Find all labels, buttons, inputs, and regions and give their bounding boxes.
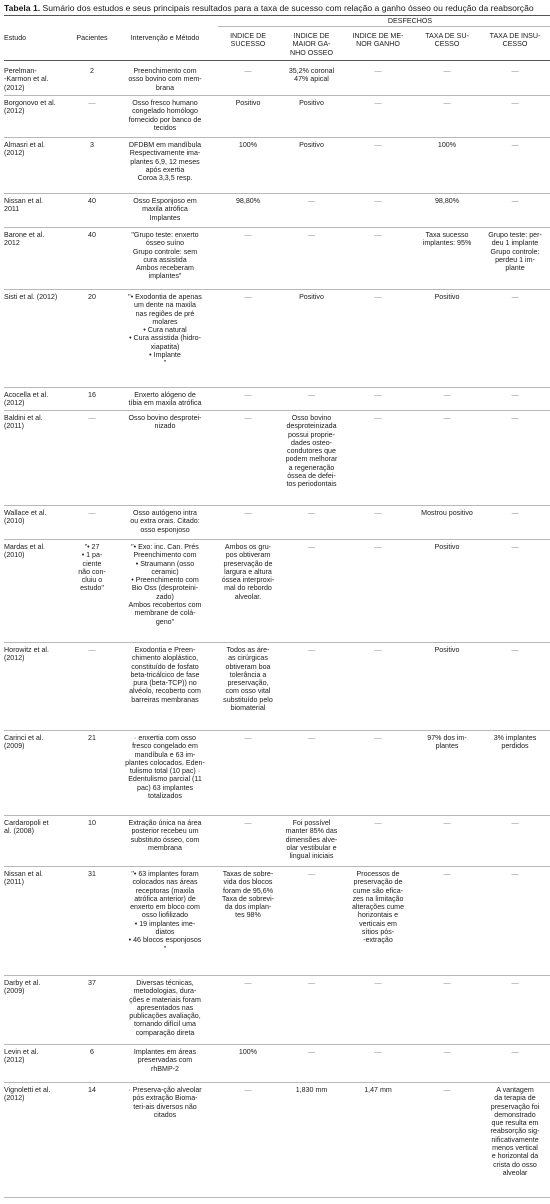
table-cell-r9-col-estudo: Wallace et al. (2010) [4,509,47,526]
table-cell-r15-col-indice-sucesso: — [244,979,252,987]
table-cell-r3-col-taxa-sucesso: 100% [437,141,457,149]
table-cell-r2-col-menor-ganho: — [374,99,382,107]
table-cell-r15-col-pacientes: 37 [88,979,96,987]
table-cell-r2-col-estudo: Borgonovo et al. (2012) [4,99,56,116]
table-cell-r11-col-estudo: Horowitz et al. (2012) [4,646,49,663]
table-cell-r13-col-intervencao: Extração única na área posterior recebeu um substituto ósseo, com membrana [128,819,202,852]
table-cell-r7-col-intervencao: Enxerto alógeno de tíbia em maxila atrófica [128,391,202,408]
table-cell-r14-col-indice-sucesso: Taxas de sobre- vida dos blocos foram de 95,6% Taxa de sobrevi- da dos implan- tes 98% [221,870,275,920]
header-col-menor-ganho: INDICE DE ME- NOR GANHO [352,32,404,49]
table-cell-r6-col-indice-sucesso: — [244,293,252,301]
table-cell-r12-col-menor-ganho: — [374,734,382,742]
table-cell-r3-col-pacientes: 3 [90,141,94,149]
row-divider [4,387,550,388]
row-divider [4,539,550,540]
table-cell-r3-col-taxa-insucesso: — [511,141,519,149]
table-cell-r15-col-estudo: Darby et al. (2009) [4,979,41,996]
table-cell-r3-col-maior-ganho: Positivo [299,141,324,149]
table-cell-r8-col-maior-ganho: Osso bovino desproteinizada possui proprie- dades osteo- condutores que podem melhorar a regeneração óssea de defei- tos periodontais [285,414,338,489]
row-divider [4,289,550,290]
header-col-pacientes: Pacientes [76,34,108,42]
table-cell-r11-col-menor-ganho: — [374,646,382,654]
row-divider [4,730,550,731]
table-cell-r17-col-maior-ganho: 1,830 mm [295,1086,328,1094]
table-cell-r11-col-pacientes: — [88,646,96,654]
row-divider [4,642,550,643]
table-cell-r9-col-taxa-sucesso: Mostrou positivo [421,509,473,517]
table-cell-r8-col-pacientes: — [88,414,96,422]
table-cell-r14-col-maior-ganho: — [307,870,316,878]
table-cell-r4-col-indice-sucesso: 98,80% [235,197,261,205]
row-divider [4,193,550,194]
table-cell-r11-col-indice-sucesso: Todos as áre- as cirúrgicas obtiveram boa tolerância a preservação, com osso vital substituído pelo biomaterial [223,646,273,713]
table-cell-r13-col-estudo: Cardaropoli et al. (2008) [4,819,49,836]
table-cell-r1-col-maior-ganho: 35,2% coronal 47% apical [288,67,335,84]
row-divider [4,815,550,816]
table-cell-r6-col-maior-ganho: Positivo [299,293,324,301]
table-cell-r3-col-indice-sucesso: 100% [238,141,258,149]
table-cell-r9-col-intervencao: Osso autógeno intra ou extra orais. Citado: osso esponjoso [130,509,200,534]
table-cell-r9-col-maior-ganho: — [307,509,316,517]
table-cell-r13-col-taxa-insucesso: — [511,819,519,827]
table-cell-r14-col-menor-ganho: Processos de preservação de cume são efica- zes na limitação alterações cume horizontais e verticais em sítios pós- -extração [351,870,405,945]
table-cell-r9-col-menor-ganho: — [374,509,382,517]
table-cell-r4-col-menor-ganho: — [374,197,382,205]
table-cell-r5-col-estudo: Barone et al. 2012 [4,231,45,248]
table-cell-r12-col-pacientes: 21 [88,734,96,742]
header-col-estudo: Estudo [4,34,27,42]
table-cell-r16-col-estudo: Levin et al. (2012) [4,1048,39,1065]
table-cell-r12-col-taxa-sucesso: 97% dos im- plantes [427,734,467,751]
table-cell-r10-col-indice-sucesso: Ambos os gru- pos obtiveram preservação de largura e altura óssea interproxi- mal do rebordo alveolar. [221,543,275,601]
table-cell-r4-col-maior-ganho: — [307,197,316,205]
table-cell-r10-col-maior-ganho: — [307,543,316,551]
table-cell-r5-col-taxa-insucesso: Grupo teste: per- deu 1 implante Grupo controle: perdeu 1 im- plante [488,231,542,273]
table-cell-r5-col-menor-ganho: — [374,231,382,239]
table-cell-r7-col-estudo: Acocella et al. (2012) [4,391,49,408]
row-divider [4,95,550,96]
header-col-intervencao: Intervenção e Método [130,34,200,42]
table-cell-r10-col-pacientes: "• 27 • 1 pa- ciente não con- cluiu o estudo" [78,543,106,593]
table-caption-label: Tabela 1. [4,3,41,13]
table-cell-r8-col-intervencao: Osso bovino desprotei- nizado [128,414,202,431]
table-caption [4,3,550,14]
table-cell-r3-col-intervencao: DFDBM em mandíbula Respectivamente ima- plantes 6,9, 12 meses após exertia Coroa 3,3,5 resp. [128,141,202,183]
table-cell-r16-col-pacientes: 6 [90,1048,94,1056]
table-cell-r10-col-intervencao: "• Exo: inc. Can. Prés Preenchimento com • Straumann (osso ceramic) • Preenchimento com Bio Oss (desproteini- zado) Ambos recobertos com membrane de colá- geno" [128,543,202,626]
table-cell-r17-col-indice-sucesso: — [244,1086,252,1094]
table-cell-r1-col-indice-sucesso: — [244,67,252,75]
table-cell-r14-col-taxa-sucesso: — [443,870,451,878]
table-cell-r7-col-taxa-insucesso: — [511,391,519,399]
table-cell-r13-col-maior-ganho: Foi possível manter 85% das dimensões alve- olar vestibular e lingual iniciais [285,819,338,861]
table-cell-r4-col-pacientes: 40 [88,197,96,205]
table-cell-r7-col-taxa-sucesso: — [443,391,451,399]
table-cell-r10-col-menor-ganho: — [374,543,382,551]
table-cell-r15-col-intervencao: Diversas técnicas, metodologias, dura- ções e materiais foram apresentados nas publicações avaliação, tornando difícil uma comparação direta [129,979,201,1037]
table-cell-r7-col-maior-ganho: — [307,391,316,399]
row-divider [4,1044,550,1045]
row-divider [4,137,550,138]
table-cell-r12-col-indice-sucesso: — [244,734,252,742]
table-cell-r15-col-taxa-insucesso: — [511,979,519,987]
table-cell-r8-col-menor-ganho: — [374,414,382,422]
table-cell-r5-col-indice-sucesso: — [244,231,252,239]
table-cell-r16-col-menor-ganho: — [374,1048,382,1056]
table-cell-r2-col-taxa-sucesso: — [443,99,451,107]
row-divider [4,975,550,976]
table-cell-r1-col-menor-ganho: — [374,67,382,75]
table-cell-r17-col-pacientes: 14 [88,1086,96,1094]
table-cell-r14-col-intervencao: "• 63 implantes foram colocados nas áreas receptoras (maxila atrófica anterior) de enxerto em bloco com osso liofilizado • 19 implantes ime- diatos • 46 blocos esponjosos " [128,870,202,953]
table-cell-r14-col-estudo: Nissan et al. (2011) [4,870,44,887]
table-cell-r2-col-intervencao: Osso fresco humano congelado homólogo fornecido por banco de tecidos [128,99,202,132]
table-cell-r9-col-taxa-insucesso: — [511,509,519,517]
table-cell-r13-col-pacientes: 10 [88,819,96,827]
table-cell-r12-col-estudo: Carinci et al. (2009) [4,734,44,751]
row-divider [4,1197,550,1198]
table-top-rule [4,15,550,16]
table-cell-r7-col-menor-ganho: — [374,391,382,399]
table-cell-r9-col-pacientes: — [88,509,96,517]
table-cell-r10-col-taxa-insucesso: — [511,543,519,551]
table-cell-r17-col-taxa-insucesso: A vantagem da terapia de preservação foi demonstrado que resulta em reabsorção sig- nificativamente menos vertical e horizontal da crista do osso alveolar [490,1086,540,1177]
table-cell-r14-col-pacientes: 31 [88,870,96,878]
table-cell-r16-col-intervencao: Implantes em áreas preservadas com rhBMP-2 [133,1048,197,1073]
table-cell-r6-col-menor-ganho: — [374,293,382,301]
table-cell-r16-col-indice-sucesso: 100% [238,1048,258,1056]
table-cell-r13-col-taxa-sucesso: — [443,819,451,827]
table-cell-r13-col-menor-ganho: — [374,819,382,827]
table-cell-r4-col-taxa-sucesso: 98,80% [434,197,460,205]
table-cell-r6-col-pacientes: 20 [88,293,96,301]
row-divider [4,505,550,506]
row-divider [4,1082,550,1083]
table-cell-r6-col-estudo: Sisti et al. (2012) [4,293,58,301]
table-cell-r15-col-menor-ganho: — [374,979,382,987]
table-cell-r1-col-taxa-sucesso: — [443,67,451,75]
table-cell-r1-col-estudo: Perelman- -Karmon et al. (2012) [4,67,49,92]
table-cell-r6-col-taxa-sucesso: Positivo [434,293,460,301]
table-cell-r17-col-estudo: Vignoletti et al. (2012) [4,1086,51,1103]
table-cell-r12-col-intervencao: · enxertia com osso fresco congelado em mandíbula e 63 im- plantes colocados. Eden- tulismo total (10 pac) · Edentulismo parcial (11 pac) 63 implantes totalizados [125,734,205,801]
table-cell-r9-col-indice-sucesso: — [244,509,252,517]
table-cell-r5-col-intervencao: "Grupo teste: enxerto ósseo suíno Grupo controle: sem cura assistida Ambos receberam implantes" [131,231,199,281]
table-cell-r1-col-intervencao: Preenchimento com osso bovino com mem- brana [128,67,202,92]
table-cell-r10-col-estudo: Mardas et al. (2010) [4,543,46,560]
outcomes-group-header: DESFECHOS [387,17,433,25]
table-cell-r16-col-taxa-sucesso: — [443,1048,451,1056]
table-caption-text: Sumário dos estudos e seus principais resultados para a taxa de sucesso com relação a ganho ósseo ou redução da reabsorção [40,3,534,13]
table-cell-r4-col-intervencao: Osso Esponjoso em maxila atrófica Implantes [133,197,197,222]
table-cell-r2-col-maior-ganho: Positivo [299,99,324,107]
table-cell-r15-col-taxa-sucesso: — [443,979,451,987]
table-cell-r8-col-taxa-insucesso: — [511,414,519,422]
header-col-taxa-insucesso: TAXA DE INSU- CESSO [489,32,541,49]
row-divider [4,866,550,867]
table-cell-r4-col-taxa-insucesso: — [511,197,519,205]
table-cell-r11-col-maior-ganho: — [307,646,316,654]
table-cell-r11-col-intervencao: Exodontia e Preen- chimento aloplástico, constituído de fosfato beta-tricálcico de fase pura (beta-TCP)) no alvéolo, recoberto com barreiras membranas [129,646,201,704]
table-cell-r5-col-taxa-sucesso: Taxa sucesso implantes: 95% [422,231,472,248]
table-cell-r5-col-pacientes: 40 [88,231,96,239]
row-divider [4,227,550,228]
table-cell-r17-col-menor-ganho: 1,47 mm [364,1086,392,1094]
table-cell-r11-col-taxa-insucesso: — [511,646,519,654]
table-cell-r8-col-estudo: Baldini et al. (2011) [4,414,43,431]
table-cell-r11-col-taxa-sucesso: Positivo [434,646,460,654]
header-col-taxa-sucesso: TAXA DE SU- CESSO [425,32,469,49]
table-cell-r17-col-taxa-sucesso: — [443,1086,451,1094]
table-cell-r4-col-estudo: Nissan et al. 2011 [4,197,44,214]
table-cell-r5-col-maior-ganho: — [307,231,316,239]
table-cell-r1-col-pacientes: 2 [90,67,94,75]
table-cell-r7-col-pacientes: 16 [88,391,96,399]
header-bottom-rule [4,60,550,61]
header-col-maior-ganho: INDICE DE MAIOR GA- NHO OSSEO [290,32,333,57]
table-cell-r2-col-pacientes: — [88,99,96,107]
table-cell-r8-col-indice-sucesso: — [244,414,252,422]
table-cell-r16-col-maior-ganho: — [307,1048,316,1056]
table-cell-r3-col-menor-ganho: — [374,141,382,149]
table-cell-r6-col-taxa-insucesso: — [511,293,519,301]
table-cell-r6-col-intervencao: "• Exodontia de apenas um dente na maxila nas regiões de pré molares • Cura natural • Cura assistida (hidro- xiapatita) • Implante " [128,293,202,368]
table-cell-r15-col-maior-ganho: — [307,979,316,987]
table-cell-r8-col-taxa-sucesso: — [443,414,451,422]
header-col-indice-sucesso: INDICE DE SUCESSO [230,32,266,49]
row-divider [4,410,550,411]
table-cell-r1-col-taxa-insucesso: — [511,67,519,75]
table-cell-r17-col-intervencao: · Preserva-ção alveolar pós extração Bioma- teri-ais diversos não citados [128,1086,202,1119]
table-cell-r13-col-indice-sucesso: — [244,819,252,827]
table-cell-r2-col-indice-sucesso: Positivo [235,99,261,107]
table-cell-r16-col-taxa-insucesso: — [511,1048,519,1056]
table-cell-r7-col-indice-sucesso: — [244,391,252,399]
table-cell-r12-col-maior-ganho: — [307,734,316,742]
table-cell-r2-col-taxa-insucesso: — [511,99,519,107]
table-cell-r10-col-taxa-sucesso: Positivo [434,543,460,551]
table-cell-r3-col-estudo: Almasri et al. (2012) [4,141,45,158]
outcomes-group-rule [218,26,550,27]
table-cell-r14-col-taxa-insucesso: — [511,870,519,878]
table-cell-r12-col-taxa-insucesso: 3% implantes perdidos [493,734,537,751]
